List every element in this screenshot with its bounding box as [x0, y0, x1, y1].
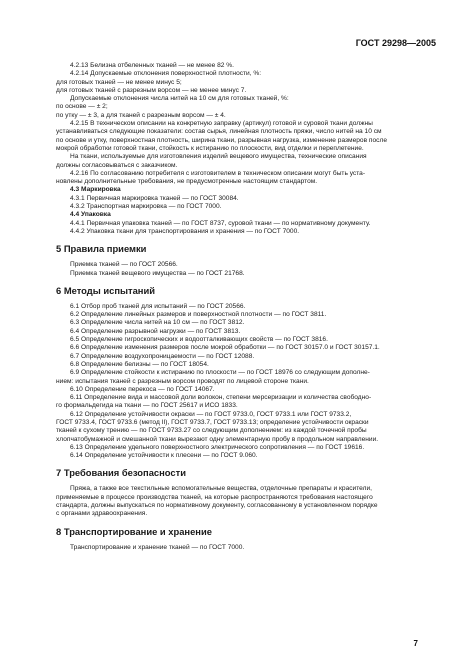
paragraph-line: 6.9 Определение стойкости к истиранию по плоскости — по ГОСТ 18976 со следующим дополне- — [70, 369, 370, 377]
section-heading-acceptance: 5 Правила приемки — [56, 243, 147, 255]
document-body — [56, 62, 424, 552]
paragraph-line: стандарта, должны выпускаться по нормативному документу, согласованному в установленном порядке — [56, 502, 378, 510]
paragraph-line: 4.4.1 Первичная упаковка тканей — по ГОСТ 8737, суровой ткани — по нормативному документу. — [70, 219, 371, 227]
paragraph-line: 6.2 Определение линейных размеров и поверхностной плотности — по ГОСТ 3811. — [70, 311, 327, 319]
paragraph-line: 6.7 Определение воздухопроницаемости — по ГОСТ 12088. — [70, 352, 255, 360]
subsection-heading-packaging: 4.4 Упаковка — [70, 211, 111, 219]
paragraph-line: 6.4 Определение разрывной нагрузки — по ГОСТ 3813. — [70, 327, 241, 335]
paragraph-line: ГОСТ 9733.4, ГОСТ 9733.6 (метод II), ГОСТ 9733.7, ГОСТ 9733.13; определение устойчивости окраски — [56, 418, 369, 426]
paragraph-line: 6.13 Определение удельного поверхностного электрического сопротивления — по ГОСТ 19616. — [70, 443, 365, 451]
paragraph-line: новлены дополнительные требования, не предусмотренные настоящим стандартом. — [56, 178, 318, 186]
paragraph-line: 4.2.13 Белизна отбеленных тканей — не менее 82 %. — [70, 62, 234, 69]
paragraph-line: Пряжа, а также все текстильные вспомогательные вещества, отделочные препараты и красители, — [70, 485, 372, 493]
paragraph-line: 4.3.2 Транспортная маркировка — по ГОСТ 7000. — [70, 203, 222, 211]
paragraph-line: Приемка тканей вещевого имущества — по ГОСТ 21768. — [70, 269, 245, 277]
paragraph-line: 4.4.2 Упаковка ткани для транспортирования и хранения — по ГОСТ 7000. — [70, 227, 300, 235]
standard-header: ГОСТ 29298—2005 — [355, 38, 436, 48]
subsection-heading-marking: 4.3 Маркировка — [70, 186, 121, 194]
paragraph-line: На ткани, используемые для изготовления изделий вещевого имущества, технические описания — [70, 153, 367, 161]
paragraph-line: 6.14 Определение устойчивости к плесени — по ГОСТ 9.060. — [70, 452, 258, 460]
page-number: 7 — [413, 639, 418, 648]
paragraph-line: мокрой обработки готовой ткани, стойкость к истиранию по плоскости, вид отделки и переплетение. — [56, 144, 364, 152]
paragraph-line: 6.11 Определение вида и массовой доли волокон, степени мерсеризации и количества свободно- — [70, 394, 372, 402]
section-heading-test-methods: 6 Методы испытаний — [56, 284, 155, 296]
paragraph-line: 6.3 Определение числа нитей на 10 см — по ГОСТ 3812. — [70, 319, 245, 327]
paragraph-line: хлопчатобумажной и смешанной ткани вырезают одну элементарную пробу в продольном направлении. — [56, 435, 379, 443]
section-heading-safety: 7 Требования безопасности — [56, 467, 186, 479]
paragraph-line: 4.2.15 В техническом описании на конкретную заправку (артикул) готовой и суровой ткани должны — [70, 120, 373, 128]
paragraph-line: 4.3.1 Первичная маркировка тканей — по ГОСТ 30084. — [70, 194, 239, 202]
paragraph-line: нием: испытания тканей с разрезным ворсом проводят по лицевой стороне ткани. — [56, 377, 309, 385]
paragraph-line: 4.2.14 Допускаемые отклонения поверхностной плотности, %: — [70, 70, 262, 78]
paragraph-line: по основе — ± 2; — [56, 103, 108, 111]
paragraph-line: применяемые в процессе производства тканей, на которые распространяются требования настоящего — [56, 493, 373, 501]
paragraph-line: по утку — ± 3, а для тканей с разрезным ворсом — ± 4. — [56, 111, 226, 119]
paragraph-line: тканей к сухому трению — по ГОСТ 9733.27 со следующим дополнением: из каждой точечной пробы — [56, 427, 367, 435]
paragraph-line: 6.10 Определение перекоса — по ГОСТ 14067. — [70, 385, 215, 393]
paragraph-line: 6.5 Определение гигроскопических и водоотталкивающих свойств — по ГОСТ 3816. — [70, 336, 328, 344]
paragraph-line: Допускаемые отклонения числа нитей на 10 см для готовых тканей, %: — [70, 95, 289, 103]
paragraph-line: Приемка тканей — по ГОСТ 20566. — [70, 261, 178, 269]
paragraph-line: 4.2.16 По согласованию потребителя с изготовителем в техническом описании могут быть уста- — [70, 169, 366, 177]
paragraph-line: 6.12 Определение устойчивости окраски — по ГОСТ 9733.0, ГОСТ 9733.1 или ГОСТ 9733.2, — [70, 410, 352, 418]
paragraph-line: по основе и утку, поверхностная плотность, ширина ткани, разрывная нагрузка, изменение размеров после — [56, 136, 387, 144]
paragraph-line: 6.1 Отбор проб тканей для испытаний — по ГОСТ 20566. — [70, 302, 246, 310]
paragraph-line: Транспортирование и хранение тканей — по ГОСТ 7000. — [70, 543, 245, 551]
paragraph-line: устанавливаться следующие показатели: состав сырья, линейная плотность пряжи, число нитей на 10 см — [56, 128, 382, 136]
paragraph-line: с органами здравоохранения. — [56, 510, 148, 518]
paragraph-line: го формальдегида на ткани — по ГОСТ 25617 и ИСО 1833. — [56, 402, 238, 410]
paragraph-line: для готовых тканей с разрезным ворсом — не менее минус 7. — [56, 86, 247, 94]
section-heading-transport-storage: 8 Транспортирование и хранение — [56, 525, 212, 537]
paragraph-line: для готовых тканей — не менее минус 5; — [56, 78, 182, 86]
paragraph-line: должны согласовываться с заказчиком. — [56, 161, 178, 169]
paragraph-line: 6.6 Определение изменения размеров после мокрой обработки — по ГОСТ 30157.0 и ГОСТ 30157.1. — [70, 344, 380, 352]
paragraph-line: 6.8 Определение белизны — по ГОСТ 18054. — [70, 360, 209, 368]
